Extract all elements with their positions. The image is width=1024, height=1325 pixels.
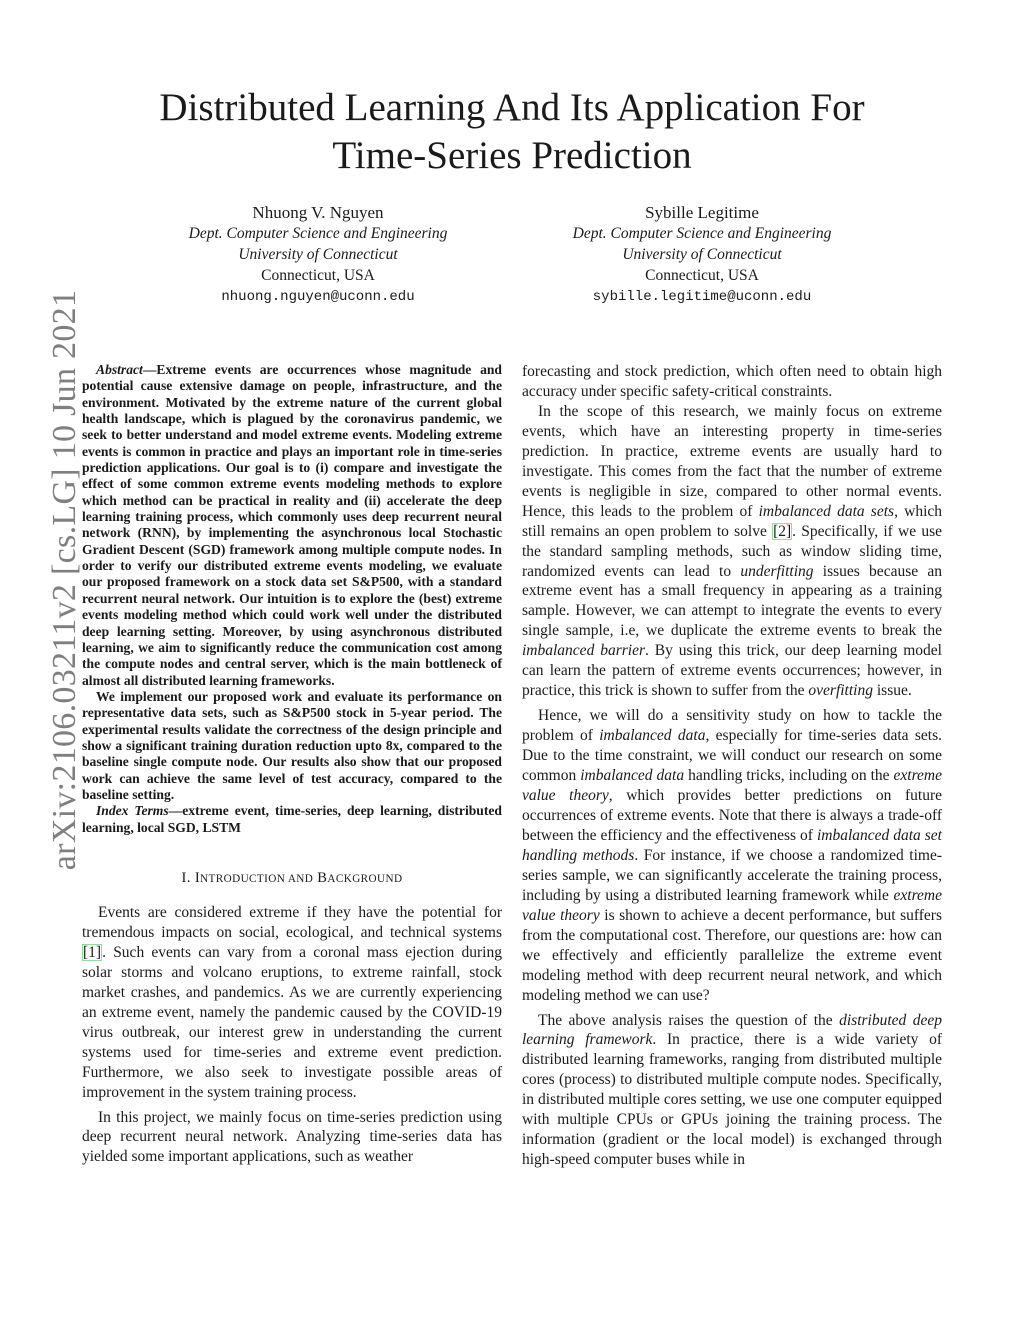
citation-link[interactable]: [2] <box>773 522 792 540</box>
body-paragraph-1 <box>522 402 942 701</box>
citation-link[interactable]: [1] <box>83 943 102 961</box>
index-terms <box>82 803 502 836</box>
emphasis: underfitting <box>740 562 814 580</box>
author-dept: Dept. Computer Science and Engineering <box>572 225 832 242</box>
abstract-paragraph-2: We implement our proposed work and evaluate its performance on representative data sets, such as S&P500 stock in 5-year period. The experimental results validate the correctness of the design principle and show a significant training duration reduction upto 8x, compared to the baseline single compute node. Our results also show that our proposed work can achieve the same level of test accuracy, compared to the baseline setting. <box>82 688 502 802</box>
intro-paragraph-2: In this project, we mainly focus on time-series prediction using deep recurrent neural network. Analyzing time-series data has yielded some important applications, such as weather <box>82 1108 502 1166</box>
abstract-text: —Extreme events are occurrences whose magnitude and potential cause extensive damage on people, infrastructure, and the environment. Motivated by the extreme nature of the current global health landscape, which is plagued by the coronavirus pandemic, we seek to better understand and model extreme events. Modeling extreme events is common in practice and plays an important role in time-series prediction applications. Our goal is to (i) compare and investigate the effect of some common extreme events modeling methods to explore which method can be practical in reality and (ii) accelerate the deep learning training process, which commonly uses deep recurrent neural network (RNN), by implementing the asynchronous local Stochastic Gradient Descent (SGD) framework among multiple compute nodes. In order to verify our distributed extreme events modeling, we evaluate our proposed framework on a stock data set S&P500, with a standard recurrent neural network. Our intuition is to explore the (best) extreme events modeling method which could work well under the distributed deep learning setting. Moreover, by using asynchronous distributed learning, we aim to significantly reduce the communication cost among the compute nodes and central server, which is the main bottleneck of almost all distributed learning frameworks. <box>82 362 502 688</box>
body-paragraph-3 <box>522 1011 942 1171</box>
emphasis: imbalanced data set handling methods <box>522 826 942 864</box>
author-name: Nhuong V. Nguyen <box>252 203 384 222</box>
body-paragraph-continued: forecasting and stock prediction, which often need to obtain high accuracy under specific safety-critical constraints. <box>522 363 942 400</box>
intro-paragraph-1 <box>82 903 502 1103</box>
text-run: In the scope of this research, we mainly focus on extreme events, which have an interesting property in time-series prediction. In practice, extreme events are usually hard to investigate. This comes from the fact that the number of extreme events is negligible in size, compared to other normal events. Hence, this leads to the problem of <box>522 402 942 520</box>
abstract-paragraph <box>82 362 502 689</box>
section-number: I. <box>181 869 191 886</box>
arxiv-identifier: arXiv:2106.03211v2 [cs.LG] 10 Jun 2021 <box>46 289 83 871</box>
index-terms-label: Index Terms <box>96 803 169 819</box>
author-location: Connecticut, USA <box>645 267 759 284</box>
abstract-label: Abstract <box>96 362 143 377</box>
text-run: . For instance, if we choose a randomized time-series sample, we can significantly accelerate the training process, including by using a distributed learning framework while <box>522 846 942 904</box>
author-block-1 <box>98 202 538 308</box>
emphasis: extreme value theory <box>522 767 942 805</box>
right-column <box>522 362 942 1170</box>
left-column <box>82 362 502 1167</box>
text-run: . Specifically, if we use the standard sampling methods, such as window sliding time, randomized events can lead to <box>522 522 942 580</box>
emphasis: imbalanced barrier <box>522 642 646 660</box>
index-terms-text: —extreme event, time-series, deep learning, distributed learning, local SGD, LSTM <box>82 803 502 835</box>
paper-title <box>0 84 1024 180</box>
text-run: issue. <box>872 682 912 700</box>
section-title-rest: NTRODUCTION AND <box>200 872 314 885</box>
section-title-rest-2: ACKGROUND <box>327 872 403 885</box>
title-line-1: Distributed Learning And Its Application For <box>159 86 865 129</box>
text-run: . Such events can vary from a coronal mass ejection during solar storms and volcano eruptions, to extreme rainfall, stock market crashes, and pandemics. As we are currently experiencing an extreme event, namely the pandemic caused by the COVID-19 virus outbreak, our interest grew in understanding the current systems used for time-series and extreme event prediction. Furthermore, we also seek to investigate possible areas of improvement in the system training process. <box>82 943 502 1101</box>
author-location: Connecticut, USA <box>261 267 375 284</box>
section-title-initial: I <box>194 869 201 886</box>
text-run: . In practice, there is a wide variety of distributed learning frameworks, ranging from distributed multiple cores (process) to distributed multiple compute nodes. Specifically, in distributed multiple cores setting, we use one computer equipped with multiple CPUs or GPUs joining the training process. The information (gradient or the local model) is exchanged through high-speed computer buses while in <box>522 1031 942 1169</box>
text-run: Events are considered extreme if they have the potential for tremendous impacts on social, ecological, and technical systems <box>82 903 502 941</box>
text-run: Hence, we will do a sensitivity study on how to tackle the problem of <box>522 707 942 745</box>
text-run: , which provides better predictions on future occurrences of extreme events. Note that there is always a trade-off between the efficiency and the effectiveness of <box>522 787 942 844</box>
author-email: sybille.legitime@uconn.edu <box>592 289 812 305</box>
author-university: University of Connecticut <box>238 246 398 263</box>
emphasis: imbalanced data <box>580 767 685 785</box>
author-email: nhuong.nguyen@uconn.edu <box>221 289 415 305</box>
text-run: The above analysis raises the question of the <box>538 1011 840 1029</box>
author-name: Sybille Legitime <box>645 203 759 222</box>
author-university: University of Connecticut <box>622 246 782 263</box>
author-dept: Dept. Computer Science and Engineering <box>188 225 448 242</box>
title-line-2: Time-Series Prediction <box>332 134 692 177</box>
author-block-2 <box>482 202 922 308</box>
text-run: . By using this trick, our deep learning model can learn the pattern of extreme events occurrences; however, in practice, this trick is shown to suffer from the <box>522 642 942 700</box>
text-run: , especially for time-series data sets. Due to the time constraint, we will conduct our research on some common <box>522 727 942 785</box>
emphasis: imbalanced data <box>599 727 706 745</box>
emphasis: extreme value theory <box>522 886 942 924</box>
section-title-initial-2: B <box>317 869 328 886</box>
text-run: handling tricks, including on the <box>684 767 894 785</box>
emphasis: overfitting <box>808 682 873 700</box>
emphasis: imbalanced data sets <box>758 502 895 520</box>
text-run: is shown to achieve a decent performance, but suffers from the computational cost. Therefore, our questions are: how can we effectively and efficiently parallelize the extreme event modeling method with deep recurrent neural network, and which modeling method we can use? <box>522 906 942 1004</box>
emphasis: distributed deep learning framework <box>522 1011 942 1049</box>
text-run: issues because an extreme event has a small frequency in appearing as a training sample. However, we can attempt to integrate the events to every single sample, i.e, we duplicate the extreme events to break the <box>522 562 942 640</box>
body-paragraph-2 <box>522 706 942 1005</box>
section-heading <box>82 870 502 887</box>
text-run: , which still remains an open problem to solve <box>522 502 943 540</box>
